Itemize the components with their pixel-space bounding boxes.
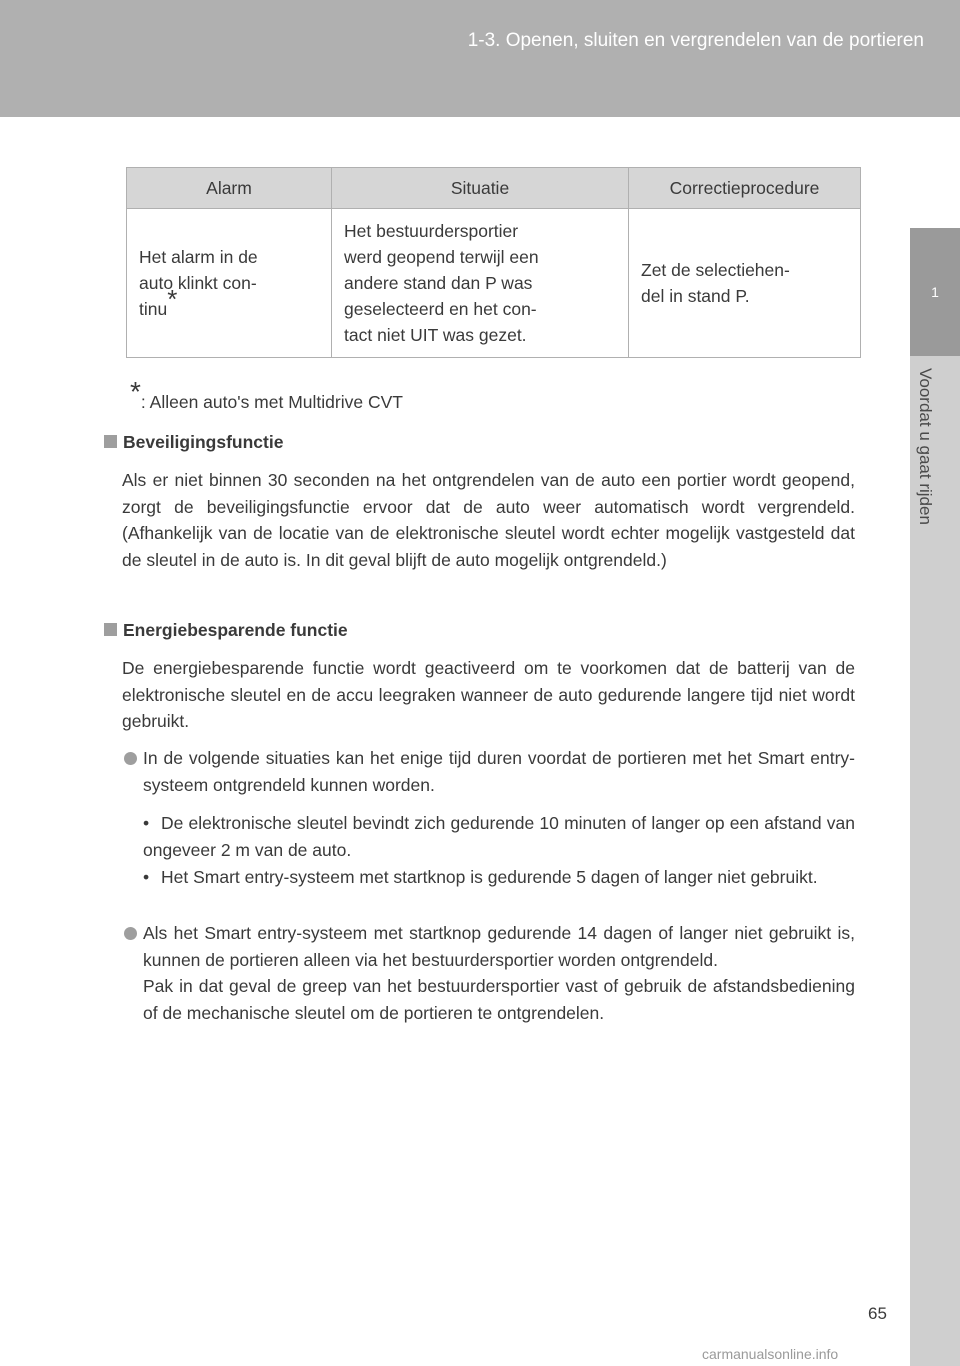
chapter-tab-number: 1 bbox=[910, 228, 960, 356]
alarm-line: auto klinkt con- bbox=[139, 273, 257, 293]
circle-bullet-icon bbox=[124, 927, 137, 940]
page-header bbox=[0, 0, 960, 117]
section-heading-energy bbox=[104, 620, 348, 641]
correction-line: del in stand P. bbox=[641, 286, 750, 306]
square-bullet-icon bbox=[104, 623, 117, 636]
sub-bullet-text: Het Smart entry-systeem met startknop is gedurende 5 dagen of langer niet gebruikt. bbox=[161, 867, 818, 887]
column-header-alarm: Alarm bbox=[127, 168, 332, 209]
heading-text: Beveiligingsfunctie bbox=[123, 432, 284, 452]
column-header-situation: Situatie bbox=[332, 168, 629, 209]
bullet-text: In de volgende situaties kan het enige tijd duren voordat de portieren met het Smart entry-systeem ontgrendeld kunnen worden. bbox=[143, 748, 855, 795]
footnote-marker: * bbox=[167, 284, 178, 315]
column-header-correction: Correctieprocedure bbox=[629, 168, 861, 209]
cell-situation bbox=[332, 209, 629, 358]
table-header-row bbox=[127, 168, 861, 209]
footnote-marker: * bbox=[130, 376, 141, 408]
situation-line: andere stand dan P was bbox=[344, 273, 533, 293]
square-bullet-icon bbox=[104, 435, 117, 448]
bullet-text-continuation: Pak in dat geval de greep van het bestuurdersportier vast of gebruik de afstandsbediening of de mechanische sleutel om de portieren te ontgrendelen. bbox=[143, 976, 855, 1023]
bullet-text bbox=[143, 920, 855, 1026]
chapter-title: 1-3. Openen, sluiten en vergrendelen van de portieren bbox=[467, 30, 924, 51]
alarm-line: tinu bbox=[139, 299, 168, 319]
circle-bullet-icon bbox=[124, 752, 137, 765]
situation-line: Het bestuurdersportier bbox=[344, 221, 519, 241]
sub-bullet-text: De elektronische sleutel bevindt zich gedurende 10 minuten of langer op een afstand van ongeveer 2 m van de auto. bbox=[143, 813, 855, 860]
bullet-text-line: Als het Smart entry-systeem met startknop gedurende 14 dagen of langer niet gebruikt is, kunnen de portieren alleen via het bestuurdersportier worden ontgrendeld. bbox=[143, 923, 855, 970]
alarm-line: Het alarm in de bbox=[139, 247, 258, 267]
correction-line: Zet de selectiehen- bbox=[641, 260, 790, 280]
alarm-table bbox=[126, 167, 861, 358]
table-row bbox=[127, 209, 861, 358]
footnote bbox=[130, 376, 403, 413]
situation-line: werd geopend terwijl een bbox=[344, 247, 539, 267]
watermark: carmanualsonline.info bbox=[702, 1346, 839, 1362]
section-heading-security bbox=[104, 432, 283, 453]
situation-line: geselecteerd en het con- bbox=[344, 299, 537, 319]
cell-alarm bbox=[127, 209, 332, 358]
sub-bullet: • Het Smart entry-systeem met startknop is gedurende 5 dagen of langer niet gebruikt. bbox=[143, 867, 818, 887]
security-paragraph: Als er niet binnen 30 seconden na het ontgrendelen van de auto een portier wordt geopend, zorgt de beveiligingsfunctie ervoor dat de auto weer automatisch wordt vergrendeld. (Afhankelijk van de locatie van de elektronische sleutel wordt echter mogelijk vastgesteld dat de sleutel in de auto is. In dit geval blijft de auto mogelijk ontgrendeld.) bbox=[122, 470, 855, 570]
page-number: 65 bbox=[868, 1304, 887, 1323]
chapter-tab-label: Voordat u gaat rijden bbox=[916, 368, 935, 525]
cell-correction bbox=[629, 209, 861, 358]
footnote-text: : Alleen auto's met Multidrive CVT bbox=[140, 392, 403, 412]
heading-text: Energiebesparende functie bbox=[123, 620, 348, 640]
sub-bullet: • De elektronische sleutel bevindt zich gedurende 10 minuten of langer op een afstand van ongeveer 2 m van de auto. bbox=[143, 813, 855, 860]
situation-line: tact niet UIT was gezet. bbox=[344, 325, 527, 345]
energy-paragraph: De energiebesparende functie wordt geactiveerd om te voorkomen dat de batterij van de elektronische sleutel en de accu leegraken wanneer de auto gedurende langere tijd niet wordt gebruikt. bbox=[122, 658, 855, 731]
